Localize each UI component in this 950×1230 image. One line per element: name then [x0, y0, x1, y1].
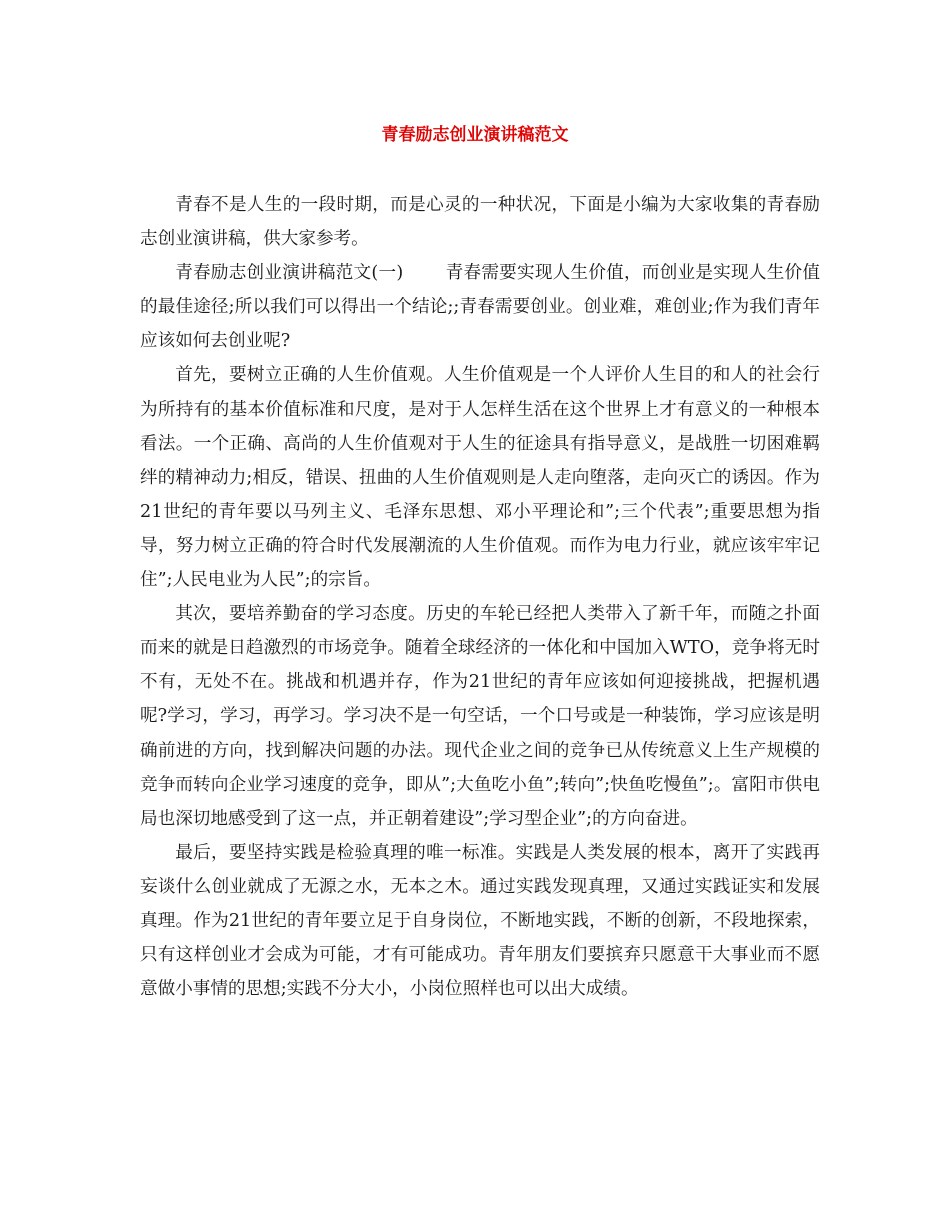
paragraph-second-point: 其次，要培养勤奋的学习态度。历史的车轮已经把人类带入了新千年，而随之扑面而来的就是日趋激烈的市场竞争。随着全球经济的一体化和中国加入WTO，竞争将无时不有，无处不在。挑战和机遇并存，作为21世纪的青年应该如何迎接挑战，把握机遇呢?学习，学习，再学习。学习决不是一句空话，一个口号或是一种装饰，学习应该是明确前进的方向，找到解决问题的办法。现代企业之间的竞争已从传统意义上生产规模的竞争而转向企业学习速度的竞争，即从”;大鱼吃小鱼”;转向”;快鱼吃慢鱼”;。富阳市供电局也深切地感受到了这一点，并正朝着建设”;学习型企业”;的方向奋进。	[140, 604, 820, 829]
section-lead: 青春需要实现人生价值，而创业是实现人生	[445, 263, 785, 284]
section-continuation: 价值的最佳途径;所以我们可以得出一个结论;;青春需要创业。创业难，难创业;作为我们青年应该如何去创业呢?	[140, 263, 820, 352]
document-body	[140, 188, 820, 1006]
paragraph-final-point: 最后，要坚持实践是检验真理的唯一标准。实践是人类发展的根本，离开了实践再妄谈什么创业就成了无源之水，无本之木。通过实践发现真理，又通过实践证实和发展真理。作为21世纪的青年要立足于自身岗位，不断地实践，不断的创新，不段地探索，只有这样创业才会成为可能，才有可能成功。青年朋友们要摈弃只愿意干大事业而不愿意做小事情的思想;实践不分大小，小岗位照样也可以出大成绩。	[140, 842, 820, 1000]
document-title: 青春励志创业演讲稿范文	[381, 125, 569, 145]
paragraph-section-one	[140, 256, 820, 358]
section-heading: 青春励志创业演讲稿范文(一)	[175, 263, 404, 284]
paragraph-intro: 青春不是人生的一段时期，而是心灵的一种状况，下面是小编为大家收集的青春励志创业演讲稿，供大家参考。	[140, 195, 820, 250]
paragraph-first-point: 首先，要树立正确的人生价值观。人生价值观是一个人评价人生目的和人的社会行为所持有的基本价值标准和尺度，是对于人怎样生活在这个世界上才有意义的一种根本看法。一个正确、高尚的人生价值观对于人生的征途具有指导意义，是战胜一切困难羁绊的精神动力;相反，错误、扭曲的人生价值观则是人走向堕落，走向灭亡的诱因。作为21世纪的青年要以马列主义、毛泽东思想、邓小平理论和”;三个代表”;重要思想为指导，努力树立正确的符合时代发展潮流的人生价值观。而作为电力行业，就应该牢牢记住”;人民电业为人民”;的宗旨。	[140, 365, 820, 591]
